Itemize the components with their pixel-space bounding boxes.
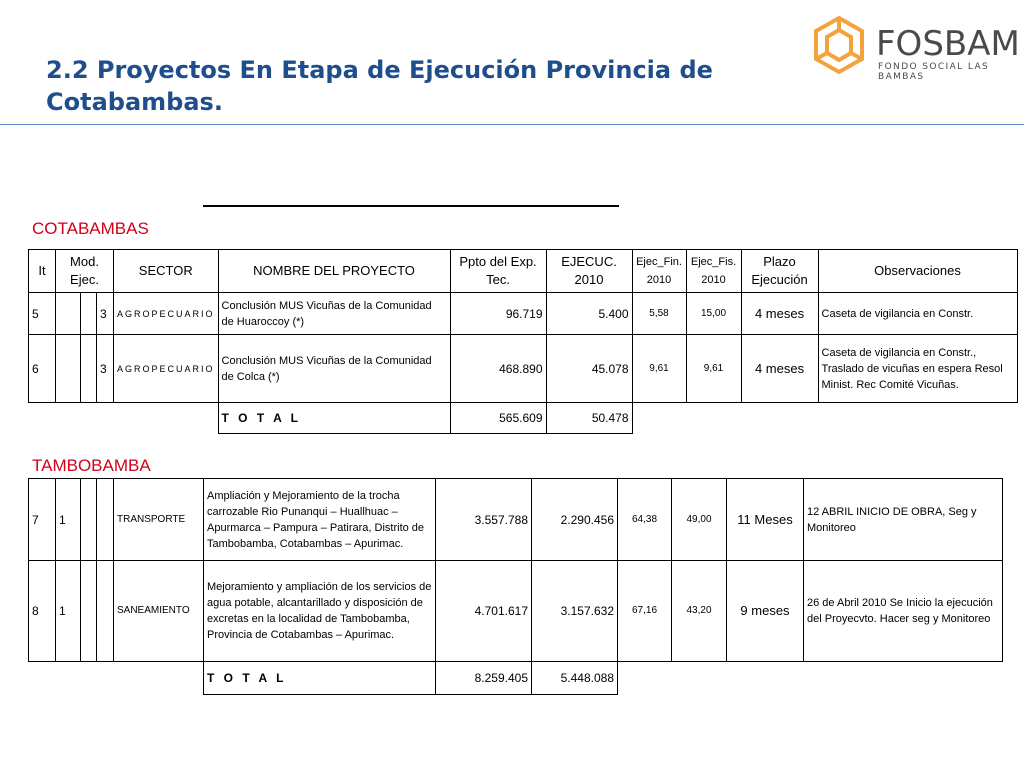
- cell-ejecuc: 2.290.456: [532, 479, 618, 561]
- header-mod: Mod. Ejec.: [56, 250, 114, 293]
- cell-sector: SANEAMIENTO: [114, 561, 204, 662]
- title-divider: [0, 124, 1024, 125]
- header-plazo: Plazo Ejecución: [741, 250, 818, 293]
- cell-plazo: 4 meses: [741, 293, 818, 335]
- cell-obs: Caseta de vigilancia en Constr.: [818, 293, 1017, 335]
- cell-mod1: [56, 335, 81, 403]
- cell-mod3: 3: [97, 335, 114, 403]
- header-ejec-fin: Ejec_Fin. 2010: [632, 250, 686, 293]
- cell-mod2: [81, 335, 97, 403]
- total-ppto: 565.609: [450, 403, 546, 434]
- tambobamba-table: [28, 478, 1003, 695]
- page-title: 2.2 Proyectos En Etapa de Ejecución Provincia de Cotabambas.: [46, 56, 713, 116]
- cell-plazo: 11 Meses: [727, 479, 804, 561]
- cell-nombre: Conclusión MUS Vicuñas de la Comunidad de Huaroccoy (*): [218, 293, 450, 335]
- cell-it: 8: [29, 561, 56, 662]
- table-row: [29, 335, 1018, 403]
- total-ejecuc: 50.478: [546, 403, 632, 434]
- cell-ppto: 4.701.617: [436, 561, 532, 662]
- cell-ejec-fin: 9,61: [632, 335, 686, 403]
- header-sector: SECTOR: [114, 250, 219, 293]
- total-ppto: 8.259.405: [436, 662, 532, 695]
- cell-mod3: 3: [97, 293, 114, 335]
- cell-ejecuc: 5.400: [546, 293, 632, 335]
- cell-mod1: [56, 293, 81, 335]
- cell-ejec-fis: 49,00: [672, 479, 727, 561]
- cell-ejecuc: 3.157.632: [532, 561, 618, 662]
- cell-mod1: 1: [56, 561, 81, 662]
- header-ejecuc: EJECUC. 2010: [546, 250, 632, 293]
- cell-mod2: [81, 293, 97, 335]
- cell-mod1: 1: [56, 479, 81, 561]
- fosbam-logo: [806, 10, 1021, 80]
- cell-sector: TRANSPORTE: [114, 479, 204, 561]
- cell-mod2: [81, 479, 97, 561]
- cell-ppto: 468.890: [450, 335, 546, 403]
- cell-ejec-fis: 43,20: [672, 561, 727, 662]
- cotabambas-table: [28, 249, 1018, 434]
- cell-mod3: [97, 479, 114, 561]
- table-row: [29, 561, 1003, 662]
- total-row: [29, 662, 1003, 695]
- cell-ejec-fis: 9,61: [686, 335, 741, 403]
- cell-mod3: [97, 561, 114, 662]
- cell-sector: AGROPECUARIO: [114, 293, 219, 335]
- cell-ppto: 96.719: [450, 293, 546, 335]
- cell-plazo: 9 meses: [727, 561, 804, 662]
- cell-ejecuc: 45.078: [546, 335, 632, 403]
- total-ejecuc: 5.448.088: [532, 662, 618, 695]
- cell-plazo: 4 meses: [741, 335, 818, 403]
- cell-nombre: Mejoramiento y ampliación de los servicios de agua potable, alcantarillado y disposición de excretas en la localidad de Tambobamba, Provincia de Cotabambas – Apurimac.: [204, 561, 436, 662]
- cell-ejec-fin: 67,16: [618, 561, 672, 662]
- section-title-cotabambas: COTABAMBAS: [32, 219, 149, 238]
- cell-sector: AGROPECUARIO: [114, 335, 219, 403]
- table-header-row: [29, 250, 1018, 293]
- header-it: It: [29, 250, 56, 293]
- header-ejec-fis: Ejec_Fis. 2010: [686, 250, 741, 293]
- logo-name: FOSBAM: [876, 24, 1020, 64]
- total-label: T O T A L: [218, 403, 450, 434]
- table-row: [29, 293, 1018, 335]
- cell-it: 7: [29, 479, 56, 561]
- cell-nombre: Ampliación y Mejoramiento de la trocha carrozable Rio Punanqui – Huallhuac – Apurmarca – Pampura – Patirara, Distrito de Tambobamba, Cotabambas – Apurimac.: [204, 479, 436, 561]
- header-ppto: Ppto del Exp. Tec.: [450, 250, 546, 293]
- table-row: [29, 479, 1003, 561]
- header-nombre: NOMBRE DEL PROYECTO: [218, 250, 450, 293]
- cell-nombre: Conclusión MUS Vicuñas de la Comunidad de Colca (*): [218, 335, 450, 403]
- total-label: T O T A L: [204, 662, 436, 695]
- fosbam-emblem-icon: [808, 14, 870, 76]
- cell-obs: 12 ABRIL INICIO DE OBRA, Seg y Monitoreo: [804, 479, 1003, 561]
- header-obs: Observaciones: [818, 250, 1017, 293]
- cell-ejec-fis: 15,00: [686, 293, 741, 335]
- cell-it: 5: [29, 293, 56, 335]
- total-row: [29, 403, 1018, 434]
- cell-it: 6: [29, 335, 56, 403]
- cell-ejec-fin: 5,58: [632, 293, 686, 335]
- cell-ejec-fin: 64,38: [618, 479, 672, 561]
- cell-obs: 26 de Abril 2010 Se Inicio la ejecución del Proyecvto. Hacer seg y Monitoreo: [804, 561, 1003, 662]
- section-title-tambobamba: TAMBOBAMBA: [32, 456, 151, 475]
- cell-ppto: 3.557.788: [436, 479, 532, 561]
- logo-subtitle: FONDO SOCIAL LAS BAMBAS: [878, 62, 990, 82]
- header-underline: [203, 205, 619, 207]
- cell-mod2: [81, 561, 97, 662]
- cell-obs: Caseta de vigilancia en Constr., Traslado de vicuñas en espera Resol Minist. Rec Comité Vicuñas.: [818, 335, 1017, 403]
